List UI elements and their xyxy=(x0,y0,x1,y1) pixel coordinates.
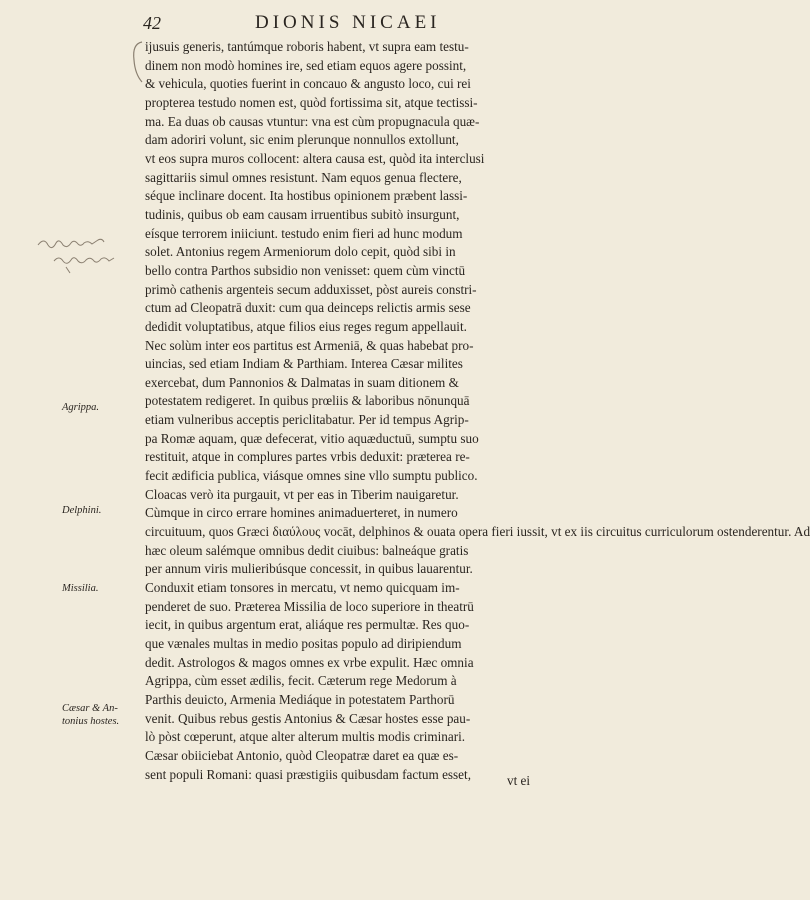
text-line: per annum viris mulieribúsque concessit, in quibus lauarentur. xyxy=(145,561,473,577)
margin-note-delphini: Delphini. xyxy=(62,505,102,516)
text-line: fecit ædificia publica, viásque omnes sine vllo sumptu publico. xyxy=(145,468,478,484)
text-line: Cloacas verò ita purgauit, vt per eas in Tiberim nauigaretur. xyxy=(145,486,459,502)
text-line: ijusuis generis, tantúmque roboris habent, vt supra eam testu- xyxy=(145,39,469,54)
text-line: vt eos supra muros collocent: altera causa est, quòd ita interclusi xyxy=(145,150,485,166)
text-line: tudinis, quibus ob eam causam irruentibus subitò insurgunt, xyxy=(145,206,460,222)
text-line: pa Romæ aquam, quæ defecerat, vitio aquæductuū, sumptu suo xyxy=(145,430,479,446)
margin-note-missilia: Missilia. xyxy=(62,583,99,594)
text-line: Cùmque in circo errare homines animaduerteret, in numero xyxy=(145,505,458,521)
text-line: sent populi Romani: quasi præstigiis quibusdam factum esset, xyxy=(145,766,471,782)
text-line: Cæsar obiiciebat Antonio, quòd Cleopatræ daret ea quæ es- xyxy=(145,747,459,763)
text-line: que vænales multas in medio positas populo ad diripiendum xyxy=(145,636,462,651)
text-line: séque inclinare docent. Ita hostibus opinionem præbent lassi- xyxy=(145,188,468,204)
margin-note-caesar-antonius-2: tonius hostes. xyxy=(62,716,120,727)
handwritten-annotation xyxy=(36,233,136,273)
pencil-bracket-mark xyxy=(128,40,144,85)
page-number: 42 xyxy=(143,13,161,33)
text-line: uincias, sed etiam Indiam & Parthiam. Interea Cæsar milites xyxy=(145,356,463,372)
text-line: Nec solùm inter eos partitus est Armeniā, & quas habebat pro- xyxy=(145,337,474,353)
text-line: venit. Quibus rebus gestis Antonius & Cæsar hostes esse pau- xyxy=(145,710,471,726)
text-line: etiam vulneribus acceptis periclitabatur. Per id tempus Agrip- xyxy=(145,412,469,428)
text-line: dinem non modò homines ire, sed etiam equos agere possint, xyxy=(145,57,467,73)
text-line: eísque terrorem iniiciunt. testudo enim fieri ad hunc modum xyxy=(145,225,463,241)
text-line: dedidit voluptatibus, atque filios eius reges regum appellauit. xyxy=(145,318,467,334)
text-line: solet. Antonius regem Armeniorum dolo cepit, quòd sibi in xyxy=(145,244,456,260)
text-line: sagittariis simul omnes resistunt. Nam equos genua flectere, xyxy=(145,169,462,185)
catchword: vt ei xyxy=(507,773,531,788)
margin-note-caesar-antonius-1: Cæsar & An- xyxy=(62,703,118,714)
text-line: dam adoriri volunt, sic enim plerunque nonnullos extollunt, xyxy=(145,132,459,148)
text-line: propterea testudo nomen est, quòd fortissima sit, atque tectissi- xyxy=(145,94,478,110)
text-line: potestatem redigeret. In quibus prœliis & laboribus nōnunquā xyxy=(145,393,470,409)
text-line: restituit, atque in complures partes vrbis deduxit: præterea re- xyxy=(145,449,470,465)
text-line: ctum ad Cleopatrā duxit: cum qua deinceps relictis armis sese xyxy=(145,300,471,316)
text-line: dedit. Astrologos & magos omnes ex vrbe expulit. Hæc omnia xyxy=(145,654,474,670)
text-line: Agrippa, cùm esset ædilis, fecit. Cæterum rege Medorum à xyxy=(145,673,457,689)
text-line: Parthis deuicto, Armenia Mediáque in potestatem Parthorū xyxy=(145,691,455,707)
text-line: bello contra Parthos subsidio non venisset: quem cùm vinctū xyxy=(145,262,466,278)
text-line: iecit, in quibus argentum erat, aliáque res permultæ. Res quo- xyxy=(145,617,470,633)
running-head: DIONIS NICAEI xyxy=(255,12,441,33)
text-line: primò cathenis argenteis secum adduxisset, pòst aureis constri- xyxy=(145,281,477,297)
text-line: & vehicula, quoties fuerint in concauo & angusto loco, cui rei xyxy=(145,76,471,92)
body-text xyxy=(145,38,810,784)
text-line: penderet de suo. Præterea Missilia de loco superiore in theatrū xyxy=(145,598,474,614)
text-line: circuituum, quos Græci διαύλους vocāt, delphinos & ouata opera fieri iussit, vt ex iis circuitus curriculorum ostenderentur. Ad xyxy=(145,524,810,540)
text-line: lò pòst cœperunt, atque alter alterum multis modis criminari. xyxy=(145,729,466,745)
text-line: hæc oleum salémque omnibus dedit ciuibus: balneáque gratis xyxy=(145,542,469,558)
text-line: ma. Ea duas ob causas vtuntur: vna est cùm propugnacula quæ- xyxy=(145,113,480,129)
text-line: Conduxit etiam tonsores in mercatu, vt nemo quicquam im- xyxy=(145,580,460,596)
text-line: exercebat, dum Pannonios & Dalmatas in suam ditionem & xyxy=(145,374,459,390)
margin-note-agrippa: Agrippa. xyxy=(62,402,100,413)
